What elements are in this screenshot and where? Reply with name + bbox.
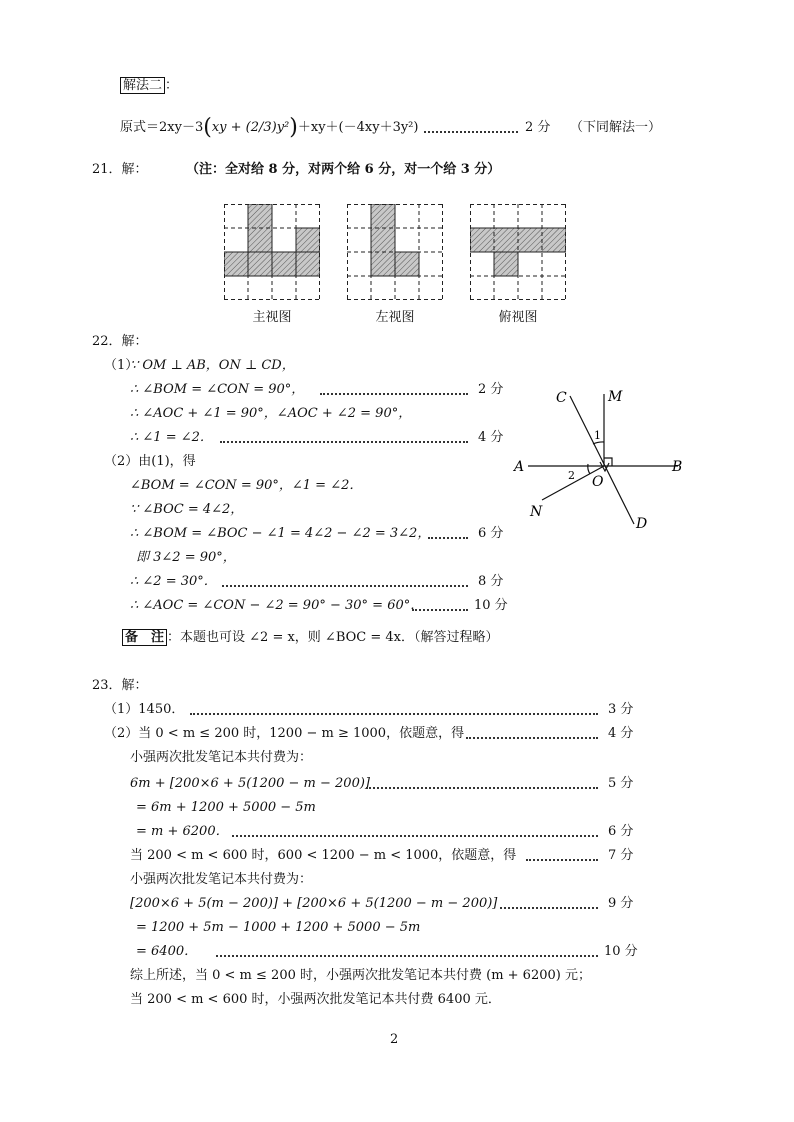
dot-leader — [412, 609, 468, 611]
q22-part1-label: （1） — [104, 358, 139, 373]
q23-number: 23．解： — [92, 678, 148, 693]
score-label: 5 分 — [608, 776, 634, 791]
score-label: 7 分 — [608, 848, 634, 863]
q22-part2-label: （2）由(1)，得 — [104, 454, 196, 469]
q22-p1-line3: ∴ ∠AOC + ∠1 = 90°，∠AOC + ∠2 = 90°， — [130, 406, 412, 421]
q23-p2-line3: 6m + [200×6 + 5(1200 − m − 200)] — [130, 776, 370, 791]
score-label: 8 分 — [478, 574, 504, 589]
dot-leader — [526, 859, 598, 861]
q23-p2-line6: 当 200 < m < 600 时，600 < 1200 − m < 1000，依题意，得 — [130, 848, 517, 863]
score-label: 9 分 — [608, 896, 634, 911]
top-view-grid — [470, 204, 566, 300]
score-label: 6 分 — [478, 526, 504, 541]
q22-p2-line1: ∠BOM = ∠CON = 90°，∠1 = ∠2． — [130, 478, 363, 493]
label-D: D — [636, 516, 648, 532]
q23-p2-line4: = 6m + 1200 + 5000 − 5m — [136, 800, 316, 815]
dot-leader — [424, 131, 518, 133]
angle-figure — [510, 382, 690, 542]
label-C: C — [556, 390, 567, 406]
q22-p2-line5: ∴ ∠2 = 30°． — [130, 574, 217, 589]
q23-p2-line8: [200×6 + 5(m − 200)] + [200×6 + 5(1200 − m − 200)] — [130, 896, 498, 911]
dot-leader — [220, 441, 468, 443]
label-O: O — [592, 474, 604, 490]
q23-p2-line9: = 1200 + 5m − 1000 + 1200 + 5000 − 5m — [136, 920, 421, 935]
score-label: 2 分 — [478, 382, 504, 397]
q22-remark: 备 注 ：本题也可设 ∠2 = x，则 ∠BOC = 4x．（解答过程略） — [122, 628, 498, 648]
q23-p1: （1）1450． — [104, 702, 185, 717]
caption-left-view: 左视图 — [375, 310, 415, 325]
dot-leader — [320, 393, 468, 395]
sol2-equation: 原式＝2xy－3(xy + (2/3)y²)＋xy＋(－4xy＋3y²) — [120, 115, 419, 140]
q22-p1-line4: ∴ ∠1 = ∠2． — [130, 430, 213, 445]
score-label: 6 分 — [608, 824, 634, 839]
score-label: 2 分 — [525, 120, 551, 135]
label-A: A — [514, 459, 525, 475]
label-B: B — [672, 459, 683, 475]
score-label: 10 分 — [604, 944, 638, 959]
q22-p1-line1: ∵ OM ⊥ AB，ON ⊥ CD， — [130, 358, 295, 373]
dot-leader — [500, 907, 598, 909]
score-label: 10 分 — [474, 598, 508, 613]
q21-note: （注：全对给 8 分，对两个给 6 分，对一个给 3 分） — [186, 162, 501, 177]
caption-front-view: 主视图 — [252, 310, 292, 325]
q23-p2-line12: 当 200 < m < 600 时，小强两次批发笔记本共付费 6400 元． — [130, 992, 501, 1007]
label-N: N — [530, 504, 543, 520]
score-label: 4 分 — [608, 726, 634, 741]
label-angle-2: 2 — [568, 469, 575, 482]
sol2-note: （下同解法一） — [570, 120, 662, 135]
score-label: 3 分 — [608, 702, 634, 717]
q23-p2-line7: 小强两次批发笔记本共付费为： — [130, 872, 313, 887]
q22-number: 22．解： — [92, 334, 148, 349]
dot-leader — [216, 955, 598, 957]
q23-p2-line5: = m + 6200． — [136, 824, 229, 839]
dot-leader — [190, 713, 598, 715]
left-view-grid — [347, 204, 443, 300]
q23-p2-line2: 小强两次批发笔记本共付费为： — [130, 750, 313, 765]
q22-p2-line2: ∵ ∠BOC = 4∠2， — [130, 502, 244, 517]
caption-top-view: 俯视图 — [498, 310, 538, 325]
q22-p2-line6: ∴ ∠AOC = ∠CON − ∠2 = 90° − 30° = 60°． — [130, 598, 424, 613]
q23-p2-line1: （2）当 0 < m ≤ 200 时，1200 − m ≥ 1000，依题意，得 — [104, 726, 465, 741]
score-label: 4 分 — [478, 430, 504, 445]
label-angle-1: 1 — [594, 429, 601, 442]
label-M: M — [608, 389, 623, 405]
sol2-label: 解法二 ： — [120, 76, 178, 96]
q22-p1-line2: ∴ ∠BOM = ∠CON = 90°， — [130, 382, 305, 397]
q22-p2-line3: ∴ ∠BOM = ∠BOC − ∠1 = 4∠2 − ∠2 = 3∠2， — [130, 526, 431, 541]
front-view-grid — [224, 204, 320, 300]
dot-leader — [466, 737, 598, 739]
q23-p2-line11: 综上所述，当 0 < m ≤ 200 时，小强两次批发笔记本共付费 (m + 6200) 元； — [130, 968, 591, 983]
dot-leader — [428, 537, 468, 539]
q21-number: 21．解： — [92, 162, 148, 177]
dot-leader — [366, 787, 598, 789]
dot-leader — [232, 835, 598, 837]
q22-p2-line4: 即 3∠2 = 90°， — [136, 550, 236, 565]
page-number: 2 — [390, 1032, 399, 1047]
q23-p2-line10: = 6400． — [136, 944, 198, 959]
dot-leader — [222, 585, 468, 587]
